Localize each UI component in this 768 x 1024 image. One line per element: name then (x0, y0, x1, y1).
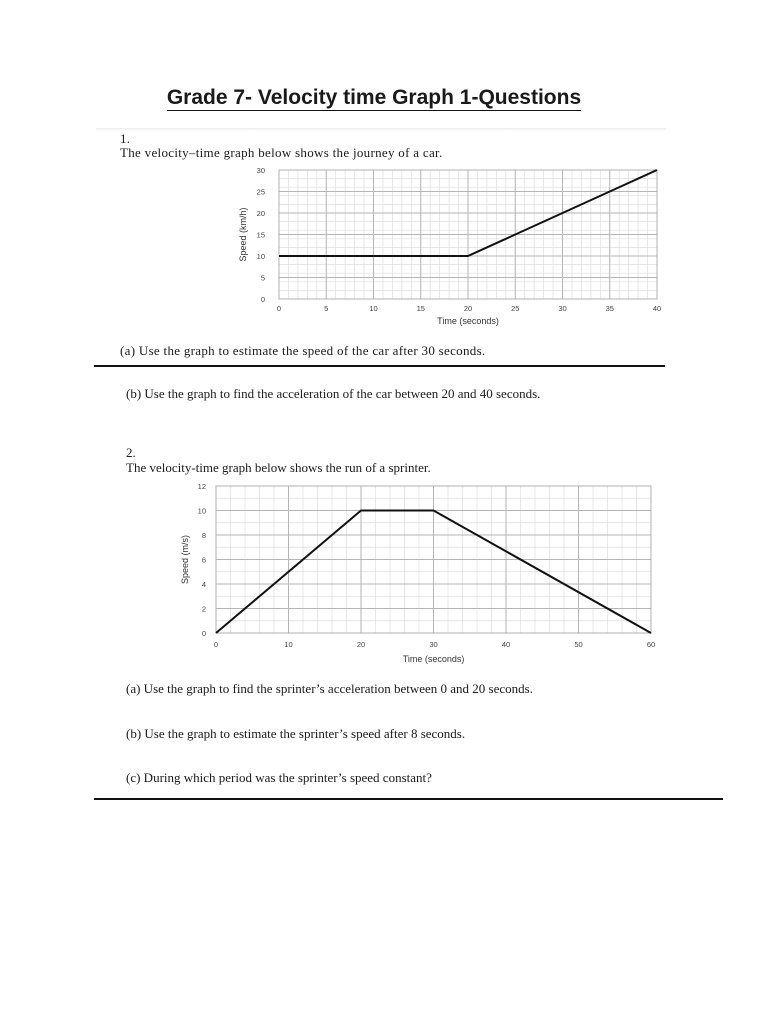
q2-part-b: (b) Use the graph to estimate the sprinter’s speed after 8 seconds. (126, 726, 466, 741)
page-title: Grade 7- Velocity time Graph 1-Questions (166, 86, 582, 109)
x-axis-label: Time (seconds) (402, 654, 465, 664)
y-tick-label: 0 (260, 295, 265, 304)
y-tick-label: 5 (260, 273, 265, 283)
x-tick-label: 30 (429, 640, 438, 649)
y-tick-label: 10 (197, 506, 206, 516)
y-tick-label: 25 (256, 187, 265, 197)
x-tick-label: 35 (605, 304, 614, 313)
q2-intro: The velocity-time graph below shows the run of a sprinter. (126, 460, 431, 475)
x-tick-label: 10 (369, 304, 378, 313)
x-tick-label: 0 (213, 640, 219, 649)
x-tick-label: 10 (284, 640, 293, 649)
q1-intro: The velocity–time graph below shows the journey of a car. (120, 145, 443, 160)
y-tick-label: 30 (256, 166, 265, 175)
x-tick-label: 5 (324, 304, 329, 313)
x-tick-label: 25 (511, 304, 520, 313)
y-tick-label: 20 (256, 209, 265, 218)
x-axis-label: Time (seconds) (437, 316, 499, 326)
q2-part-a: (a) Use the graph to find the sprinter’s acceleration between 0 and 20 seconds. (126, 681, 533, 696)
x-tick-label: 15 (416, 304, 425, 313)
y-tick-label: 2 (201, 604, 206, 614)
answer-line-q2 (94, 798, 723, 800)
x-tick-label: 20 (463, 304, 473, 313)
q2-part-c: (c) During which period was the sprinter’s speed constant? (126, 770, 432, 785)
y-tick-label: 12 (197, 482, 206, 491)
x-tick-label: 0 (276, 304, 282, 313)
x-tick-label: 20 (356, 640, 366, 649)
x-tick-label: 30 (558, 304, 567, 313)
y-tick-label: 4 (201, 580, 206, 589)
y-tick-label: 15 (256, 230, 265, 240)
y-tick-label: 0 (201, 629, 206, 638)
y-tick-label: 10 (256, 252, 265, 261)
x-tick-label: 40 (652, 304, 662, 313)
x-tick-label: 40 (501, 640, 511, 649)
q1-part-b: (b) Use the graph to find the acceleration of the car between 20 and 40 seconds. (126, 386, 541, 401)
x-tick-label: 60 (646, 640, 656, 649)
q2-number: 2. (126, 445, 136, 460)
q1-number: 1. (120, 131, 131, 146)
y-axis-label: Speed (km/h) (238, 207, 248, 262)
y-axis-label: Speed (m/s) (180, 534, 190, 585)
y-tick-label: 6 (201, 555, 206, 565)
y-tick-label: 8 (201, 531, 206, 540)
q1-part-a: (a) Use the graph to estimate the speed of the car after 30 seconds. (120, 343, 486, 358)
x-tick-label: 50 (574, 640, 583, 649)
